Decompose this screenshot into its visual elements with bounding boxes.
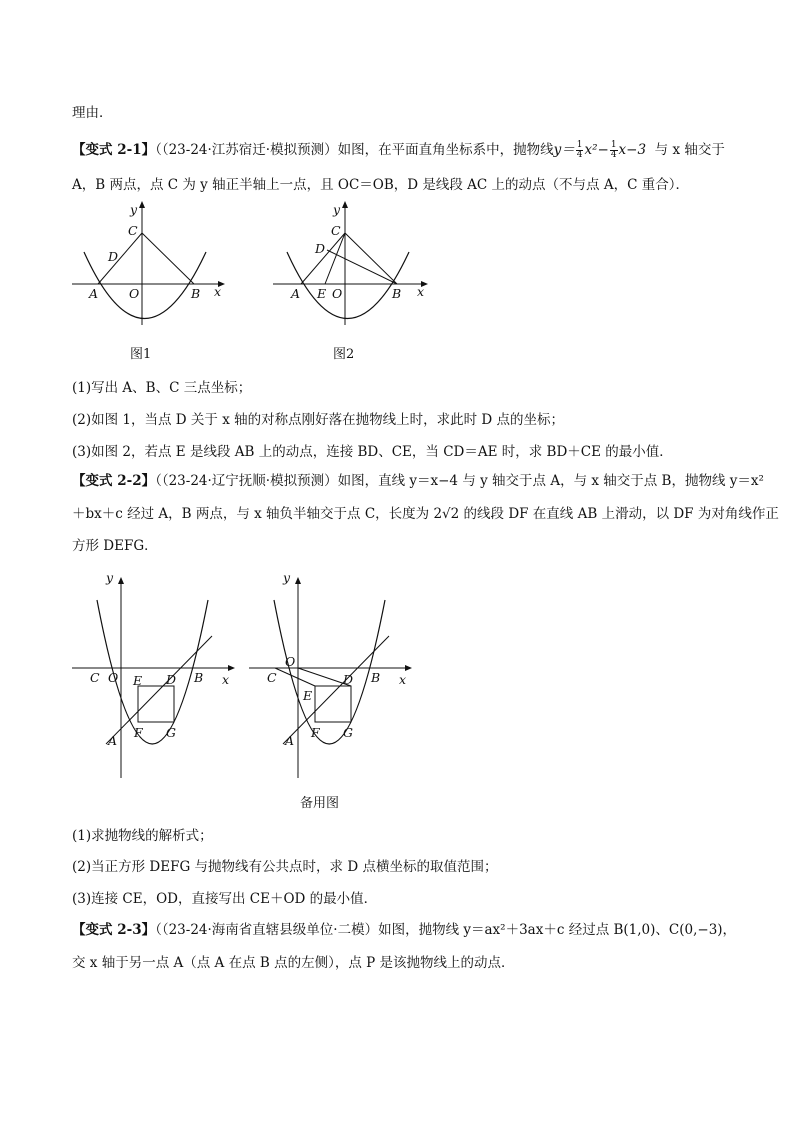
fig4-label-O: O [285, 654, 296, 669]
fig1-caption: 图1 [130, 347, 152, 362]
v21-eq-y: y＝ [553, 142, 575, 158]
v22-q3: (3)连接 CE，OD，直接写出 CE＋OD 的最小值． [72, 891, 378, 907]
fig1-label-D: D [108, 249, 119, 264]
v21-figure-1 [70, 200, 230, 330]
fig4-label-y: y [283, 570, 291, 585]
v22-figure-1 [70, 568, 245, 788]
fig1-label-x: x [214, 284, 222, 299]
fig3-label-C: C [90, 670, 100, 685]
v21-q2: (2)如图 1，当点 D 关于 x 轴的对称点刚好落在抛物线上时，求此时 D 点的坐标； [72, 412, 565, 428]
v22-tag: 【变式 2-2】 [72, 473, 156, 489]
v21-frac1: $\frac{1}{4}$ [576, 140, 583, 160]
fig2-label-E: E [317, 286, 327, 301]
fig2-label-C: C [331, 223, 341, 238]
v22-line3: 方形 DEFG． [72, 538, 158, 554]
fig3-label-F: F [134, 725, 143, 740]
v21-eq-tail: x−3 [618, 142, 647, 158]
fig1-label-C: C [128, 223, 138, 238]
fig1-label-O: O [129, 286, 140, 301]
v23-line1 [72, 920, 736, 940]
fig4-label-x: x [399, 672, 407, 687]
v23-tag: 【变式 2-3】 [72, 922, 156, 938]
v21-line1-tail: 与 x 轴交于 [654, 142, 725, 158]
fig2-caption: 图2 [333, 347, 355, 362]
fig4-label-F: F [311, 725, 320, 740]
fig1-label-B: B [191, 286, 201, 301]
fig3-label-x: x [222, 672, 230, 687]
fig3-label-O: O [108, 670, 119, 685]
fig4-label-B: B [371, 670, 381, 685]
fig2-label-A: A [291, 286, 301, 301]
v21-figure-2 [271, 200, 436, 330]
fig3-label-G: G [166, 725, 176, 740]
fig2-label-B: B [392, 286, 402, 301]
v21-q1: (1)写出 A、B、C 三点坐标； [72, 380, 252, 396]
fig1-label-A: A [89, 286, 99, 301]
v21-tag: 【变式 2-1】 [72, 142, 156, 158]
fig4-label-D: D [343, 672, 354, 687]
fig4-label-G: G [343, 725, 353, 740]
v22-figure-2 [247, 568, 422, 788]
v22-line2: ＋bx＋c 经过 A，B 两点，与 x 轴负半轴交于点 C，长度为 2√2 的线段 DF 在直线 AB 上滑动，以 DF 为对角线作正 [72, 506, 779, 522]
v22-q2: (2)当正方形 DEFG 与抛物线有公共点时，求 D 点横坐标的取值范围； [72, 859, 498, 875]
top-line: 理由． [72, 105, 113, 121]
v22-line1-text: （（23-24·辽宁抚顺·模拟预测）如图，直线 y＝x−4 与 y 轴交于点 A，与 x 轴交于点 B，抛物线 y＝x² [155, 473, 764, 489]
v21-src: （（23-24·江苏宿迁·模拟预测）如图，在平面直角坐标系中，抛物线 [155, 142, 554, 158]
fig4-label-E: E [303, 688, 313, 703]
fig4-label-C: C [267, 670, 277, 685]
fig2-label-D: D [315, 241, 326, 256]
v21-frac2: $\frac{1}{4}$ [610, 140, 617, 160]
fig3-label-D: D [166, 672, 177, 687]
fig2-label-O: O [332, 286, 343, 301]
fig4-label-A: A [285, 733, 295, 748]
v22-q1: (1)求抛物线的解析式； [72, 828, 213, 844]
fig3-label-B: B [194, 670, 204, 685]
fig3-label-A: A [108, 733, 118, 748]
fig3-label-E: E [133, 673, 143, 688]
fig1-label-y: y [130, 202, 138, 217]
v21-q3: (3)如图 2，若点 E 是线段 AB 上的动点，连接 BD、CE，当 CD＝AE 时，求 BD＋CE 的最小值． [72, 444, 673, 460]
v21-eq-x2: x²− [584, 142, 609, 158]
fig-backup-caption: 备用图 [300, 796, 340, 811]
fig2-label-x: x [417, 284, 425, 299]
v23-line1-text: （（23-24·海南省直辖县级单位·二模）如图，抛物线 y＝ax²＋3ax＋c 经过点 B(1,0)、C(0,−3)， [155, 922, 737, 938]
v23-line2: 交 x 轴于另一点 A（点 A 在点 B 点的左侧），点 P 是该抛物线上的动点． [72, 955, 515, 971]
v22-line1 [72, 471, 764, 491]
v21-line1 [72, 140, 725, 160]
fig3-label-y: y [106, 570, 114, 585]
v21-line2: A，B 两点，点 C 为 y 轴正半轴上一点，且 OC＝OB，D 是线段 AC 上的动点（不与点 A，C 重合）． [72, 177, 689, 193]
fig2-label-y: y [333, 202, 341, 217]
